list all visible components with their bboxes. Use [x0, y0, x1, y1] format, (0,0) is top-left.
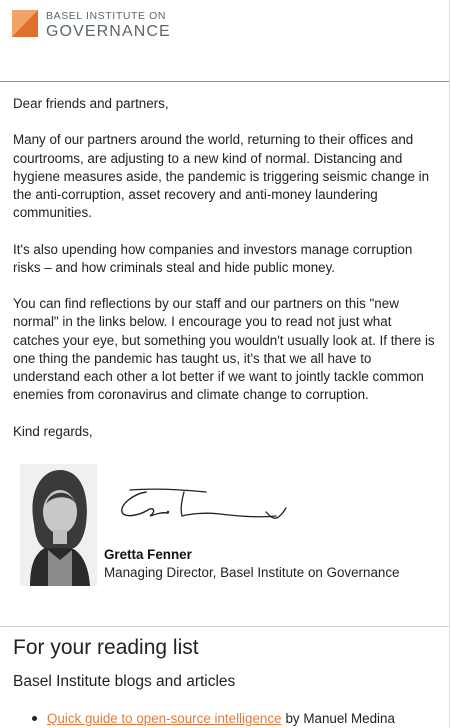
logo-line2: GOVERNANCE [46, 23, 171, 40]
bullet-icon [32, 716, 37, 721]
handwritten-signature [116, 486, 292, 526]
paragraph-3: You can find reflections by our staff and our partners on this "new normal" in the links below. I encourage you to read not just what catches your eye, but something you wouldn't usually look at. If there is one thing the pandemic has taught us, it's that we all have to understand each other a lot better if we want to jointly tackle common enemies from coronavirus and climate change to corruption. [13, 296, 435, 403]
signer-title: Managing Director, Basel Institute on Governance [104, 565, 400, 580]
orange-corner-logo-icon [12, 10, 38, 37]
reading-list-heading: For your reading list [13, 636, 199, 659]
signature-block [20, 464, 440, 594]
reading-list [13, 711, 395, 726]
paragraph-2: It's also upending how companies and investors manage corruption risks – and how criminals steal and hide public money. [13, 241, 413, 275]
section-divider [0, 626, 449, 627]
reading-list-subheading: Basel Institute blogs and articles [13, 673, 236, 690]
article-author: by Manuel Medina [285, 711, 395, 726]
letter-body [13, 95, 438, 459]
list-item [13, 711, 395, 726]
logo-text [46, 10, 171, 42]
logo[interactable] [12, 10, 171, 42]
logo-line1: BASEL INSTITUTE ON [46, 10, 167, 22]
portrait-photo [20, 464, 97, 586]
greeting: Dear friends and partners, [13, 96, 169, 111]
header [0, 0, 449, 82]
page-border [449, 0, 450, 728]
paragraph-1: Many of our partners around the world, returning to their offices and courtrooms, are adjusting to a new kind of normal. Distancing and hygiene measures aside, the pandemic is triggering seismic change in the anti-corruption, asset recovery and anti-money laundering communities. [13, 132, 430, 221]
header-divider [0, 81, 449, 82]
signer-name: Gretta Fenner [104, 547, 192, 562]
article-link[interactable]: Quick guide to open-source intelligence [47, 711, 282, 726]
closing: Kind regards, [13, 423, 93, 439]
